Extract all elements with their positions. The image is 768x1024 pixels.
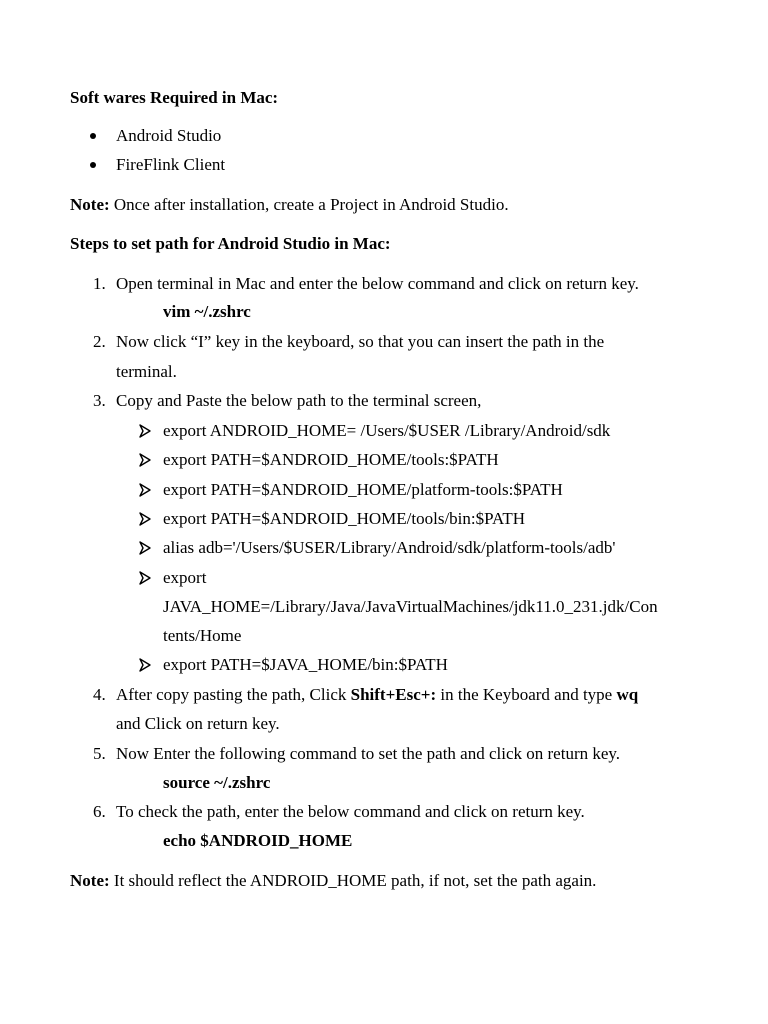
arrowhead-bullet-icon	[138, 541, 152, 555]
arrowhead-bullet-icon	[138, 453, 152, 467]
step-text-part: in the Keyboard and type	[436, 685, 617, 704]
command-text: vim ~/.zshrc	[163, 302, 251, 321]
arrowhead-bullet-icon	[138, 424, 152, 438]
bullet-icon	[90, 133, 96, 139]
step-text: Now Enter the following command to set the path and click on return key.	[116, 744, 621, 763]
key-combination: Shift+Esc+:	[350, 685, 437, 704]
arrowhead-bullet-icon	[138, 483, 152, 497]
note-reflect-path	[70, 871, 596, 891]
software-item: Android Studio	[116, 126, 222, 145]
path-item: export PATH=$ANDROID_HOME/tools/bin:$PATH	[163, 509, 526, 528]
step-text: Open terminal in Mac and enter the below command and click on return key.	[116, 274, 639, 293]
command-text: echo $ANDROID_HOME	[163, 831, 353, 850]
note-text: It should reflect the ANDROID_HOME path, if not, set the path again.	[109, 871, 597, 890]
step-number: 5.	[93, 744, 106, 763]
step-number: 2.	[93, 332, 106, 351]
heading-steps: Steps to set path for Android Studio in Mac:	[70, 234, 391, 253]
arrowhead-bullet-icon	[138, 571, 152, 585]
software-item: FireFlink Client	[116, 155, 226, 174]
step-text-continued: and Click on return key.	[116, 714, 280, 733]
step-number: 6.	[93, 802, 106, 821]
path-item: export ANDROID_HOME= /Users/$USER /Library/Android/sdk	[163, 421, 611, 440]
step-text-continued: terminal.	[116, 362, 177, 381]
path-item: export PATH=$ANDROID_HOME/tools:$PATH	[163, 450, 499, 469]
command-wq: wq	[616, 685, 639, 704]
step-text-part: After copy pasting the path, Click	[116, 685, 351, 704]
step-text	[116, 685, 638, 705]
command-text: source ~/.zshrc	[163, 773, 271, 792]
note-installation	[70, 195, 509, 215]
path-item: alias adb='/Users/$USER/Library/Android/sdk/platform-tools/adb'	[163, 538, 616, 557]
step-text: To check the path, enter the below command and click on return key.	[116, 802, 585, 821]
step-text: Now click “I” key in the keyboard, so that you can insert the path in the	[116, 332, 605, 351]
path-item: export PATH=$JAVA_HOME/bin:$PATH	[163, 655, 448, 674]
step-number: 1.	[93, 274, 106, 293]
step-text: Copy and Paste the below path to the terminal screen,	[116, 391, 482, 410]
path-item-continued: tents/Home	[163, 626, 242, 645]
path-item: export	[163, 568, 207, 587]
arrowhead-bullet-icon	[138, 658, 152, 672]
heading-software-required: Soft wares Required in Mac:	[70, 88, 279, 107]
step-number: 4.	[93, 685, 106, 704]
path-item: export PATH=$ANDROID_HOME/platform-tools:$PATH	[163, 480, 563, 499]
note-label: Note:	[70, 871, 110, 890]
step-number: 3.	[93, 391, 106, 410]
arrowhead-bullet-icon	[138, 512, 152, 526]
bullet-icon	[90, 162, 96, 168]
path-item-continued: JAVA_HOME=/Library/Java/JavaVirtualMachines/jdk11.0_231.jdk/Con	[163, 597, 658, 616]
note-text: Once after installation, create a Project in Android Studio.	[109, 195, 509, 214]
note-label: Note:	[70, 195, 110, 214]
